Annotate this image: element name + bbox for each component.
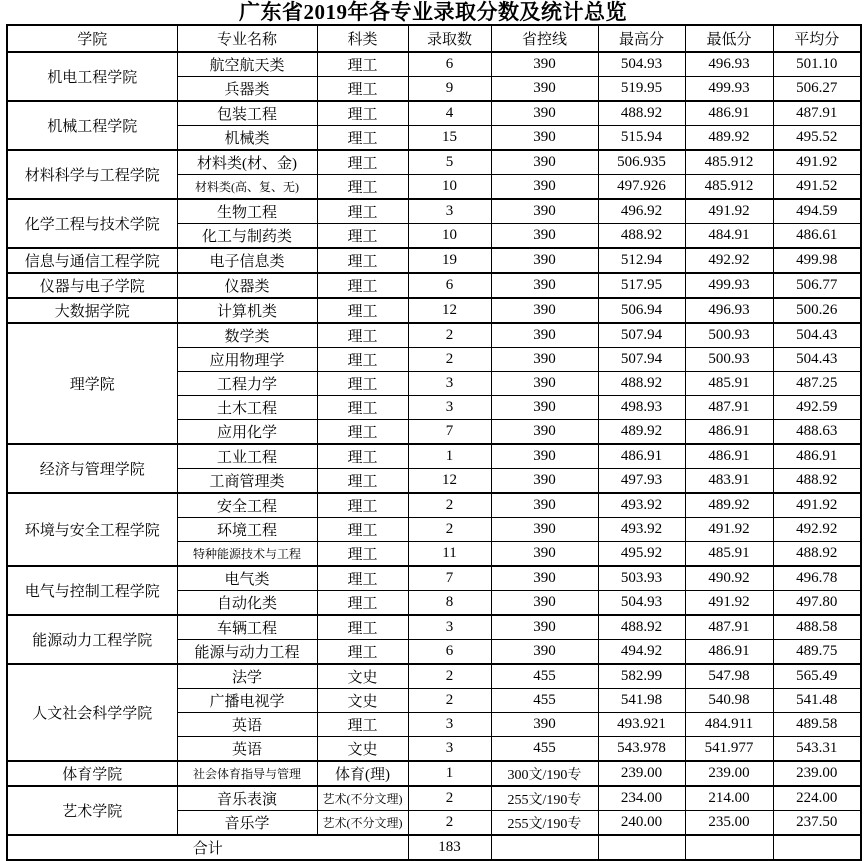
major-cell: 英语 (177, 713, 317, 737)
min-score-cell: 485.912 (685, 150, 773, 175)
college-cell: 机电工程学院 (7, 52, 177, 101)
avg-score-cell: 487.25 (773, 372, 861, 396)
avg-score-cell: 492.92 (773, 518, 861, 542)
subject-cell: 艺术(不分文理) (317, 786, 408, 811)
max-score-cell: 507.94 (598, 323, 685, 348)
max-score-cell: 488.92 (598, 615, 685, 640)
max-score-cell: 494.92 (598, 640, 685, 665)
control-line-cell: 390 (491, 77, 598, 102)
empty-cell (773, 835, 861, 860)
subject-cell: 理工 (317, 175, 408, 200)
subject-cell: 理工 (317, 615, 408, 640)
min-score-cell: 484.911 (685, 713, 773, 737)
count-cell: 8 (408, 591, 491, 616)
subject-cell: 理工 (317, 52, 408, 77)
major-cell: 特种能源技术与工程 (177, 542, 317, 567)
avg-score-cell: 488.63 (773, 420, 861, 445)
avg-score-cell: 565.49 (773, 664, 861, 689)
max-score-cell: 240.00 (598, 811, 685, 836)
subject-cell: 理工 (317, 518, 408, 542)
college-cell: 人文社会科学学院 (7, 664, 177, 761)
avg-score-cell: 496.78 (773, 566, 861, 591)
major-cell: 应用化学 (177, 420, 317, 445)
column-header-5: 省控线 (491, 25, 598, 52)
table-row (7, 761, 861, 786)
table-row (7, 52, 861, 77)
avg-score-cell: 224.00 (773, 786, 861, 811)
max-score-cell: 504.93 (598, 52, 685, 77)
control-line-cell: 390 (491, 150, 598, 175)
total-row (7, 835, 861, 860)
subject-cell: 理工 (317, 323, 408, 348)
college-cell: 理学院 (7, 323, 177, 444)
subject-cell: 理工 (317, 396, 408, 420)
college-cell: 艺术学院 (7, 786, 177, 835)
min-score-cell: 491.92 (685, 591, 773, 616)
min-score-cell: 485.91 (685, 542, 773, 567)
min-score-cell: 490.92 (685, 566, 773, 591)
avg-score-cell: 487.91 (773, 101, 861, 126)
count-cell: 6 (408, 640, 491, 665)
major-cell: 兵器类 (177, 77, 317, 102)
max-score-cell: 493.92 (598, 493, 685, 518)
college-cell: 大数据学院 (7, 298, 177, 323)
min-score-cell: 239.00 (685, 761, 773, 786)
min-score-cell: 541.977 (685, 737, 773, 762)
control-line-cell: 390 (491, 248, 598, 273)
avg-score-cell: 504.43 (773, 348, 861, 372)
min-score-cell: 486.91 (685, 420, 773, 445)
column-header-4: 录取数 (408, 25, 491, 52)
subject-cell: 理工 (317, 493, 408, 518)
count-cell: 6 (408, 273, 491, 298)
count-cell: 12 (408, 298, 491, 323)
min-score-cell: 483.91 (685, 469, 773, 494)
count-cell: 10 (408, 224, 491, 249)
max-score-cell: 493.921 (598, 713, 685, 737)
control-line-cell: 390 (491, 298, 598, 323)
max-score-cell: 504.93 (598, 591, 685, 616)
subject-cell: 文史 (317, 689, 408, 713)
min-score-cell: 489.92 (685, 126, 773, 151)
count-cell: 2 (408, 689, 491, 713)
avg-score-cell: 489.58 (773, 713, 861, 737)
max-score-cell: 541.98 (598, 689, 685, 713)
total-label-cell: 合计 (7, 835, 408, 860)
avg-score-cell: 541.48 (773, 689, 861, 713)
major-cell: 生物工程 (177, 199, 317, 224)
college-cell: 化学工程与技术学院 (7, 199, 177, 248)
major-cell: 音乐学 (177, 811, 317, 836)
table-header (7, 25, 861, 52)
max-score-cell: 515.94 (598, 126, 685, 151)
min-score-cell: 500.93 (685, 323, 773, 348)
min-score-cell: 214.00 (685, 786, 773, 811)
subject-cell: 理工 (317, 591, 408, 616)
major-cell: 广播电视学 (177, 689, 317, 713)
avg-score-cell: 488.92 (773, 469, 861, 494)
count-cell: 4 (408, 101, 491, 126)
count-cell: 2 (408, 664, 491, 689)
table-row (7, 248, 861, 273)
major-cell: 包装工程 (177, 101, 317, 126)
major-cell: 仪器类 (177, 273, 317, 298)
count-cell: 6 (408, 52, 491, 77)
college-cell: 环境与安全工程学院 (7, 493, 177, 566)
college-cell: 电气与控制工程学院 (7, 566, 177, 615)
major-cell: 计算机类 (177, 298, 317, 323)
count-cell: 2 (408, 323, 491, 348)
count-cell: 12 (408, 469, 491, 494)
subject-cell: 艺术(不分文理) (317, 811, 408, 836)
subject-cell: 理工 (317, 101, 408, 126)
subject-cell: 理工 (317, 566, 408, 591)
major-cell: 机械类 (177, 126, 317, 151)
count-cell: 3 (408, 372, 491, 396)
min-score-cell: 487.91 (685, 396, 773, 420)
max-score-cell: 498.93 (598, 396, 685, 420)
count-cell: 2 (408, 493, 491, 518)
max-score-cell: 496.92 (598, 199, 685, 224)
avg-score-cell: 486.91 (773, 444, 861, 469)
avg-score-cell: 491.92 (773, 493, 861, 518)
avg-score-cell: 494.59 (773, 199, 861, 224)
major-cell: 航空航天类 (177, 52, 317, 77)
count-cell: 2 (408, 348, 491, 372)
subject-cell: 文史 (317, 664, 408, 689)
subject-cell: 体育(理) (317, 761, 408, 786)
count-cell: 7 (408, 420, 491, 445)
table-row (7, 493, 861, 518)
control-line-cell: 390 (491, 126, 598, 151)
college-cell: 材料科学与工程学院 (7, 150, 177, 199)
max-score-cell: 495.92 (598, 542, 685, 567)
major-cell: 法学 (177, 664, 317, 689)
min-score-cell: 484.91 (685, 224, 773, 249)
control-line-cell: 455 (491, 689, 598, 713)
table-row (7, 444, 861, 469)
min-score-cell: 486.91 (685, 101, 773, 126)
avg-score-cell: 491.92 (773, 150, 861, 175)
max-score-cell: 497.926 (598, 175, 685, 200)
avg-score-cell: 504.43 (773, 323, 861, 348)
subject-cell: 理工 (317, 298, 408, 323)
avg-score-cell: 501.10 (773, 52, 861, 77)
major-cell: 化工与制药类 (177, 224, 317, 249)
max-score-cell: 543.978 (598, 737, 685, 762)
control-line-cell: 390 (491, 420, 598, 445)
max-score-cell: 488.92 (598, 372, 685, 396)
major-cell: 电气类 (177, 566, 317, 591)
major-cell: 工业工程 (177, 444, 317, 469)
column-header-3: 科类 (317, 25, 408, 52)
control-line-cell: 390 (491, 175, 598, 200)
min-score-cell: 547.98 (685, 664, 773, 689)
major-cell: 音乐表演 (177, 786, 317, 811)
count-cell: 5 (408, 150, 491, 175)
subject-cell: 理工 (317, 224, 408, 249)
control-line-cell: 300文/190专 (491, 761, 598, 786)
subject-cell: 理工 (317, 248, 408, 273)
control-line-cell: 390 (491, 224, 598, 249)
column-header-6: 最高分 (598, 25, 685, 52)
min-score-cell: 485.912 (685, 175, 773, 200)
count-cell: 1 (408, 761, 491, 786)
subject-cell: 理工 (317, 713, 408, 737)
page-title: 广东省2019年各专业录取分数及统计总览 (239, 0, 627, 24)
control-line-cell: 455 (491, 737, 598, 762)
control-line-cell: 255文/190专 (491, 786, 598, 811)
subject-cell: 理工 (317, 126, 408, 151)
min-score-cell: 486.91 (685, 444, 773, 469)
subject-cell: 理工 (317, 469, 408, 494)
major-cell: 材料类(材、金) (177, 150, 317, 175)
avg-score-cell: 237.50 (773, 811, 861, 836)
count-cell: 3 (408, 737, 491, 762)
control-line-cell: 390 (491, 273, 598, 298)
min-score-cell: 235.00 (685, 811, 773, 836)
control-line-cell: 390 (491, 199, 598, 224)
max-score-cell: 497.93 (598, 469, 685, 494)
avg-score-cell: 489.75 (773, 640, 861, 665)
control-line-cell: 390 (491, 396, 598, 420)
max-score-cell: 512.94 (598, 248, 685, 273)
control-line-cell: 390 (491, 591, 598, 616)
subject-cell: 理工 (317, 444, 408, 469)
max-score-cell: 519.95 (598, 77, 685, 102)
count-cell: 3 (408, 396, 491, 420)
count-cell: 1 (408, 444, 491, 469)
major-cell: 环境工程 (177, 518, 317, 542)
column-header-7: 最低分 (685, 25, 773, 52)
avg-score-cell: 495.52 (773, 126, 861, 151)
table-row (7, 664, 861, 689)
count-cell: 19 (408, 248, 491, 273)
college-cell: 机械工程学院 (7, 101, 177, 150)
avg-score-cell: 506.27 (773, 77, 861, 102)
max-score-cell: 488.92 (598, 224, 685, 249)
max-score-cell: 493.92 (598, 518, 685, 542)
control-line-cell: 255文/190专 (491, 811, 598, 836)
avg-score-cell: 492.59 (773, 396, 861, 420)
count-cell: 2 (408, 811, 491, 836)
subject-cell: 文史 (317, 737, 408, 762)
major-cell: 自动化类 (177, 591, 317, 616)
avg-score-cell: 488.58 (773, 615, 861, 640)
column-header-1: 学院 (7, 25, 177, 52)
major-cell: 土木工程 (177, 396, 317, 420)
max-score-cell: 234.00 (598, 786, 685, 811)
min-score-cell: 486.91 (685, 640, 773, 665)
count-cell: 2 (408, 518, 491, 542)
avg-score-cell: 486.61 (773, 224, 861, 249)
count-cell: 7 (408, 566, 491, 591)
control-line-cell: 390 (491, 444, 598, 469)
max-score-cell: 503.93 (598, 566, 685, 591)
college-cell: 仪器与电子学院 (7, 273, 177, 298)
subject-cell: 理工 (317, 420, 408, 445)
avg-score-cell: 543.31 (773, 737, 861, 762)
table-row (7, 150, 861, 175)
subject-cell: 理工 (317, 640, 408, 665)
max-score-cell: 582.99 (598, 664, 685, 689)
college-cell: 信息与通信工程学院 (7, 248, 177, 273)
control-line-cell: 390 (491, 348, 598, 372)
control-line-cell: 390 (491, 713, 598, 737)
major-cell: 电子信息类 (177, 248, 317, 273)
min-score-cell: 491.92 (685, 518, 773, 542)
min-score-cell: 500.93 (685, 348, 773, 372)
avg-score-cell: 499.98 (773, 248, 861, 273)
college-cell: 能源动力工程学院 (7, 615, 177, 664)
count-cell: 10 (408, 175, 491, 200)
table-row (7, 199, 861, 224)
total-count-cell: 183 (408, 835, 491, 860)
min-score-cell: 489.92 (685, 493, 773, 518)
control-line-cell: 390 (491, 542, 598, 567)
max-score-cell: 517.95 (598, 273, 685, 298)
max-score-cell: 506.935 (598, 150, 685, 175)
major-cell: 能源与动力工程 (177, 640, 317, 665)
control-line-cell: 390 (491, 372, 598, 396)
control-line-cell: 390 (491, 566, 598, 591)
major-cell: 工程力学 (177, 372, 317, 396)
empty-cell (491, 835, 598, 860)
min-score-cell: 499.93 (685, 77, 773, 102)
table-row (7, 786, 861, 811)
table-row (7, 298, 861, 323)
table-row (7, 323, 861, 348)
control-line-cell: 390 (491, 101, 598, 126)
major-cell: 英语 (177, 737, 317, 762)
min-score-cell: 492.92 (685, 248, 773, 273)
control-line-cell: 390 (491, 615, 598, 640)
count-cell: 15 (408, 126, 491, 151)
major-cell: 安全工程 (177, 493, 317, 518)
count-cell: 3 (408, 713, 491, 737)
min-score-cell: 499.93 (685, 273, 773, 298)
control-line-cell: 390 (491, 518, 598, 542)
major-cell: 数学类 (177, 323, 317, 348)
subject-cell: 理工 (317, 199, 408, 224)
subject-cell: 理工 (317, 348, 408, 372)
column-header-8: 平均分 (773, 25, 861, 52)
subject-cell: 理工 (317, 372, 408, 396)
major-cell: 材料类(高、复、无) (177, 175, 317, 200)
min-score-cell: 491.92 (685, 199, 773, 224)
avg-score-cell: 500.26 (773, 298, 861, 323)
table-row (7, 566, 861, 591)
max-score-cell: 239.00 (598, 761, 685, 786)
table-body (7, 52, 861, 860)
subject-cell: 理工 (317, 77, 408, 102)
major-cell: 车辆工程 (177, 615, 317, 640)
avg-score-cell: 239.00 (773, 761, 861, 786)
scores-table (6, 24, 862, 861)
count-cell: 3 (408, 199, 491, 224)
max-score-cell: 507.94 (598, 348, 685, 372)
count-cell: 9 (408, 77, 491, 102)
avg-score-cell: 497.80 (773, 591, 861, 616)
avg-score-cell: 488.92 (773, 542, 861, 567)
count-cell: 11 (408, 542, 491, 567)
subject-cell: 理工 (317, 273, 408, 298)
min-score-cell: 540.98 (685, 689, 773, 713)
control-line-cell: 455 (491, 664, 598, 689)
max-score-cell: 489.92 (598, 420, 685, 445)
major-cell: 工商管理类 (177, 469, 317, 494)
control-line-cell: 390 (491, 493, 598, 518)
count-cell: 2 (408, 786, 491, 811)
major-cell: 社会体育指导与管理 (177, 761, 317, 786)
min-score-cell: 496.93 (685, 298, 773, 323)
header-row (7, 25, 861, 52)
avg-score-cell: 506.77 (773, 273, 861, 298)
college-cell: 经济与管理学院 (7, 444, 177, 493)
min-score-cell: 485.91 (685, 372, 773, 396)
max-score-cell: 486.91 (598, 444, 685, 469)
min-score-cell: 496.93 (685, 52, 773, 77)
max-score-cell: 506.94 (598, 298, 685, 323)
control-line-cell: 390 (491, 52, 598, 77)
min-score-cell: 487.91 (685, 615, 773, 640)
empty-cell (598, 835, 685, 860)
control-line-cell: 390 (491, 323, 598, 348)
table-row (7, 615, 861, 640)
avg-score-cell: 491.52 (773, 175, 861, 200)
major-cell: 应用物理学 (177, 348, 317, 372)
count-cell: 3 (408, 615, 491, 640)
control-line-cell: 390 (491, 469, 598, 494)
control-line-cell: 390 (491, 640, 598, 665)
subject-cell: 理工 (317, 150, 408, 175)
college-cell: 体育学院 (7, 761, 177, 786)
column-header-2: 专业名称 (177, 25, 317, 52)
table-row (7, 273, 861, 298)
subject-cell: 理工 (317, 542, 408, 567)
table-row (7, 101, 861, 126)
max-score-cell: 488.92 (598, 101, 685, 126)
empty-cell (685, 835, 773, 860)
